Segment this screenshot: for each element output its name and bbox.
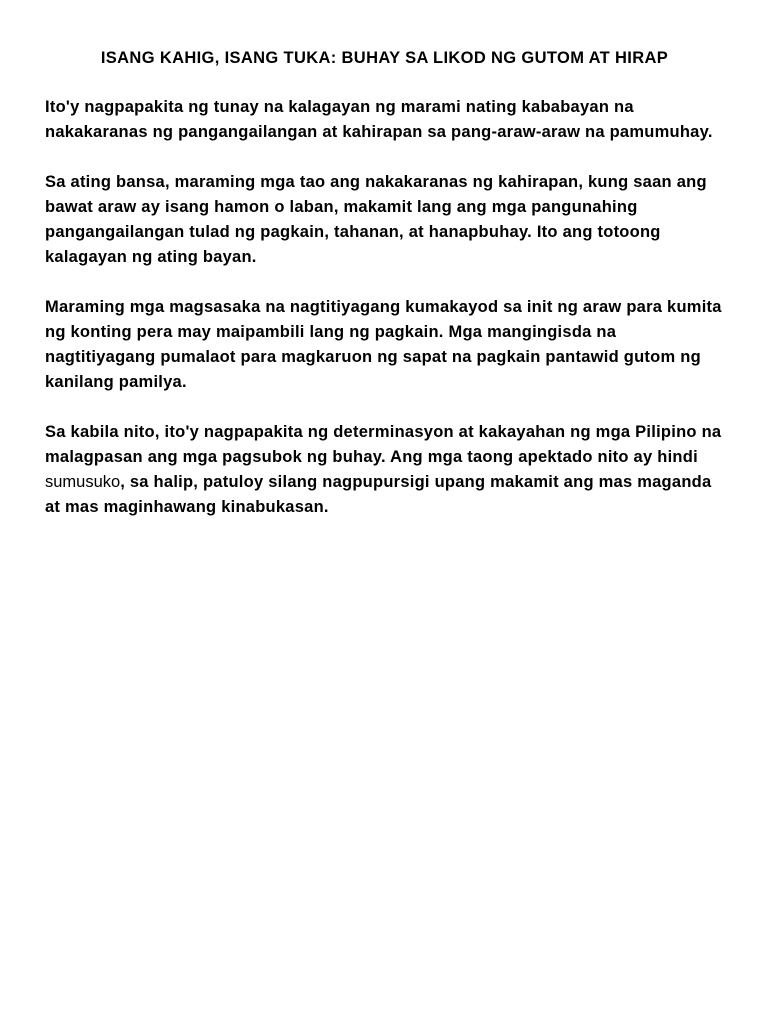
paragraph-4-text-before: Sa kabila nito, ito'y nagpapakita ng determinasyon at kakayahan ng mga Pilipino na malagpasan ang mga pagsubok ng buhay. Ang mga taong apektado nito ay hindi: [45, 423, 722, 466]
paragraph-3: Maraming mga magsasaka na nagtitiyagang kumakayod sa init ng araw para kumita ng konting pera may maipambili lang ng pagkain. Mga mangingisda na nagtitiyagang pumalaot para magkaruon ng sapat na pagkain pantawid gutom ng kanilang pamilya.: [45, 298, 722, 391]
paragraph-4-normal-word: sumusuko: [45, 473, 121, 491]
paragraph-4-text-after: , sa halip, patuloy silang nagpupursigi upang makamit ang mas maganda at mas maginhawang kinabukasan.: [45, 473, 712, 516]
document-title: ISANG KAHIG, ISANG TUKA: BUHAY SA LIKOD NG GUTOM AT HIRAP: [100, 49, 669, 67]
paragraph-4: [45, 420, 724, 520]
paragraph-2: Sa ating bansa, maraming mga tao ang nakakaranas ng kahirapan, kung saan ang bawat araw ay isang hamon o laban, makamit lang ang mga pangunahing pangangailangan tulad ng pagkain, tahanan, at hanapbuhay. Ito ang totoong kalagayan ng ating bayan.: [45, 173, 707, 266]
paragraph-1: Ito'y nagpapakita ng tunay na kalagayan ng marami nating kababayan na nakakaranas ng pangangailangan at kahirapan sa pang-araw-araw na pamumuhay.: [45, 98, 713, 141]
